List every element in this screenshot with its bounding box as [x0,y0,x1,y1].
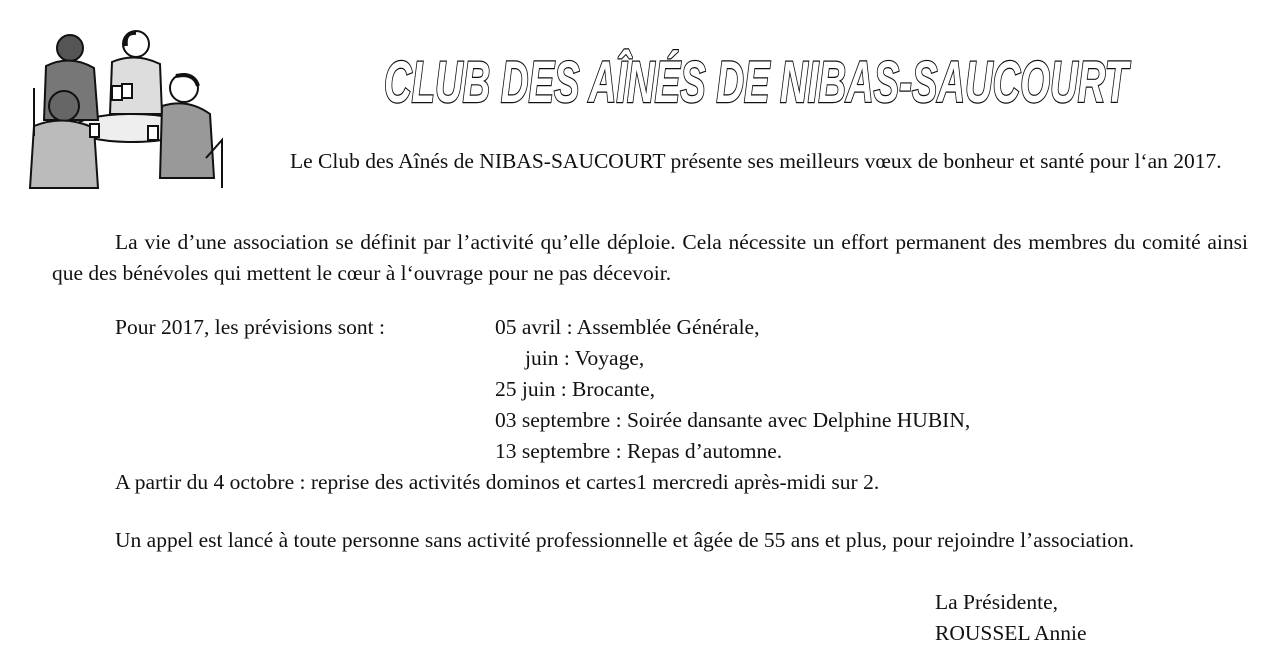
svg-text:CLUB DES AÎNÉS DE NIBAS-SAUCOU: CLUB DES AÎNÉS DE NIBAS-SAUCOURT [384,50,1132,114]
page-title [378,42,1138,114]
schedule-item: 03 septembre : Soirée dansante avec Delphine HUBIN, [495,408,971,432]
association-paragraph: La vie d’une association se définit par l’activité qu’elle déploie. Cela nécessite un effort permanent des membres du comité ainsi que des bénévoles qui mettent le cœur à l‘ouvrage pour ne pas décevoir. [52,230,1248,285]
schedule-item: juin : Voyage, [525,346,645,370]
schedule-lead: Pour 2017, les prévisions sont : [115,315,385,339]
signature-role: La Présidente, [935,590,1058,614]
intro-paragraph: Le Club des Aînés de NIBAS-SAUCOURT présente ses meilleurs vœux de bonheur et santé pour l‘an 2017. [290,149,1222,173]
signature [935,587,1087,649]
schedule-item: 13 septembre : Repas d’automne. [495,439,783,463]
signature-name: ROUSSEL Annie [935,621,1087,645]
schedule-item: 05 avril : Assemblée Générale, [495,315,760,339]
schedule-list [495,312,970,467]
reprise-line: A partir du 4 octobre : reprise des activités dominos et cartes1 mercredi après-midi sur 2. [115,470,880,494]
schedule-item: 25 juin : Brocante, [495,377,656,401]
appeal-paragraph: Un appel est lancé à toute personne sans activité professionnelle et âgée de 55 ans et plus, pour rejoindre l’association. [115,528,1135,552]
card-players-illustration-icon [28,28,224,190]
